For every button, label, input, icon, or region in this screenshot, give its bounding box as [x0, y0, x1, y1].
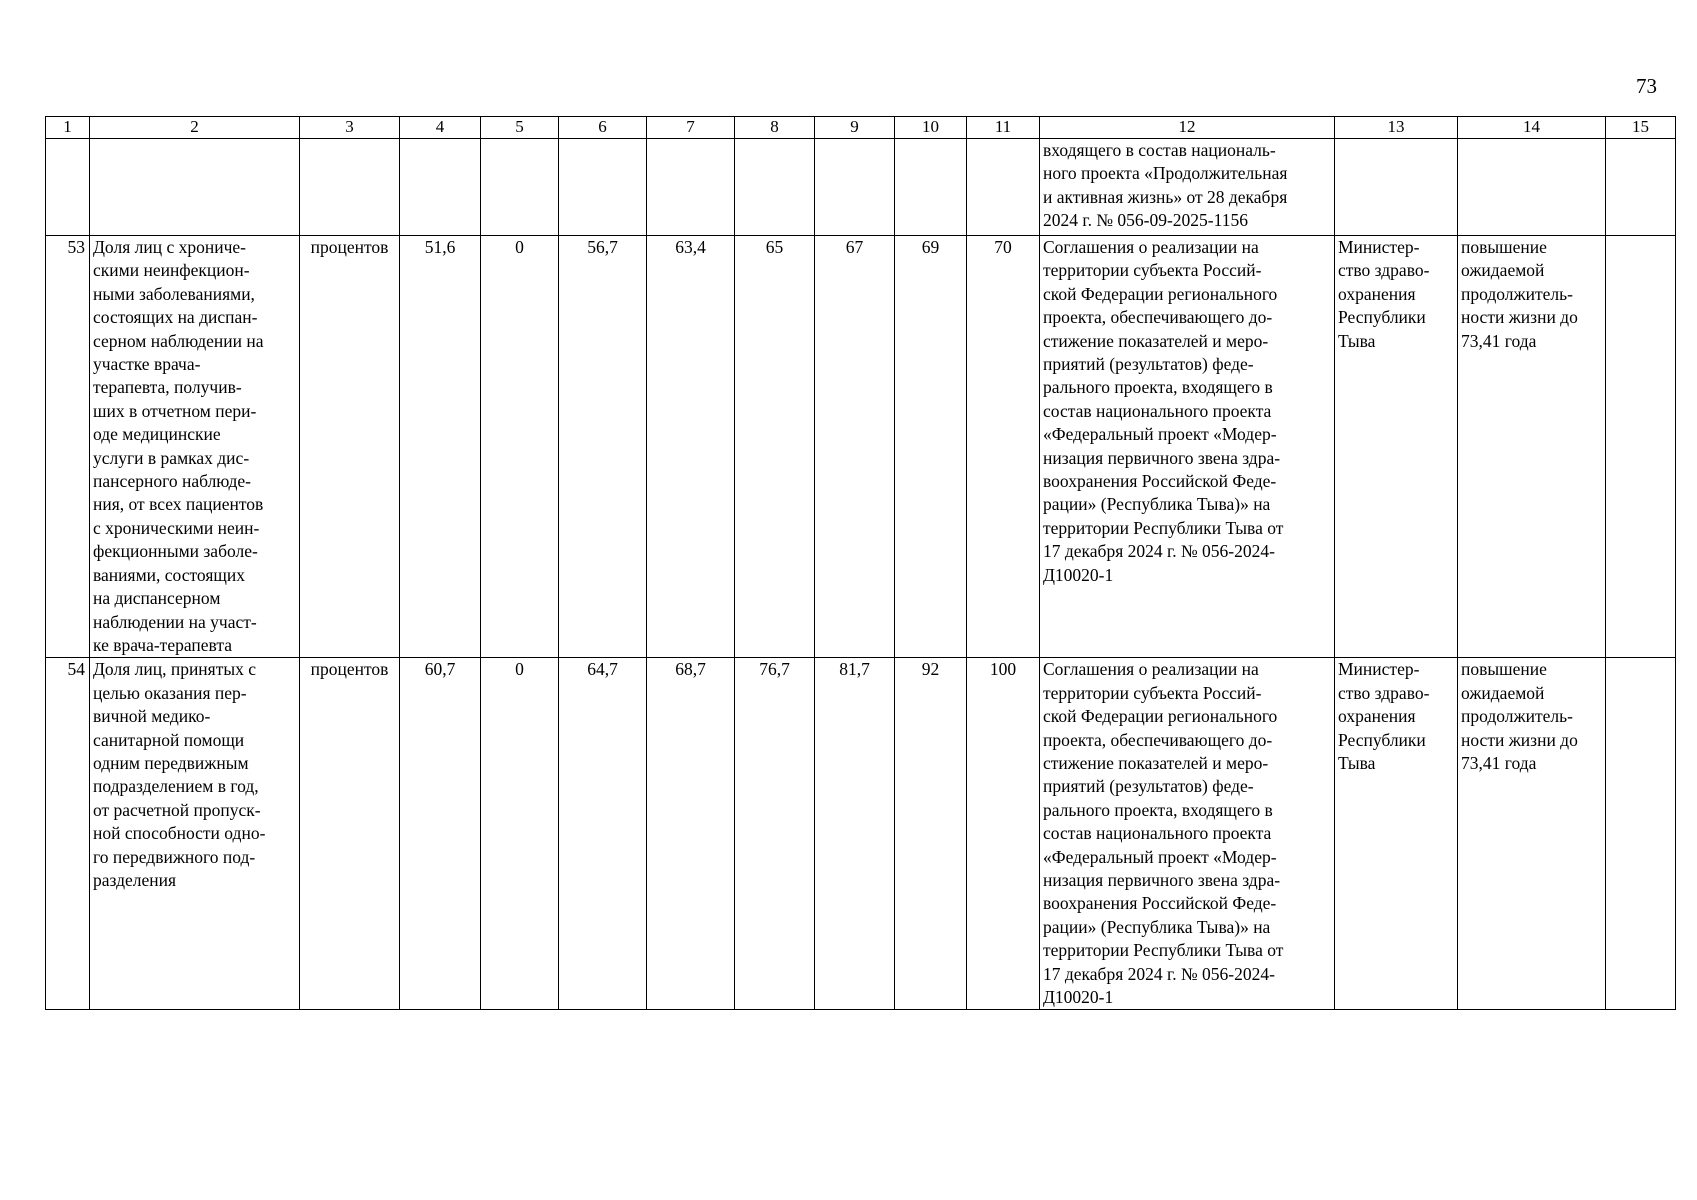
column-header: 6	[559, 117, 647, 139]
table-cell	[1606, 139, 1676, 236]
column-header: 5	[481, 117, 559, 139]
column-header: 14	[1458, 117, 1606, 139]
table-cell	[559, 139, 647, 236]
column-header: 4	[400, 117, 481, 139]
table-cell	[815, 139, 895, 236]
table-row	[46, 658, 1676, 1010]
table-cell	[90, 139, 300, 236]
value-cell: 67	[815, 236, 895, 658]
table-cell	[735, 139, 815, 236]
responsible-org-cell: Министер- ство здраво- охранения Республики Тыва	[1335, 658, 1458, 1010]
column-header: 11	[967, 117, 1040, 139]
value-cell: 63,4	[647, 236, 735, 658]
value-cell: 81,7	[815, 658, 895, 1010]
value-cell: 92	[895, 658, 967, 1010]
column-header: 13	[1335, 117, 1458, 139]
value-cell: 68,7	[647, 658, 735, 1010]
document-reference-cell: входящего в состав националь- ного проекта «Продолжительная и активная жизнь» от 28 декабря 2024 г. № 056-09-2025-1156	[1040, 139, 1335, 236]
table-cell	[481, 139, 559, 236]
column-header: 12	[1040, 117, 1335, 139]
column-header: 10	[895, 117, 967, 139]
value-cell: 64,7	[559, 658, 647, 1010]
table-row	[46, 236, 1676, 658]
value-cell: 56,7	[559, 236, 647, 658]
table-cell	[895, 139, 967, 236]
table-cell	[1606, 236, 1676, 658]
table-cell	[647, 139, 735, 236]
column-header: 3	[300, 117, 400, 139]
value-cell: 70	[967, 236, 1040, 658]
table-cell	[1335, 139, 1458, 236]
value-cell: 100	[967, 658, 1040, 1010]
page-number: 73	[1636, 74, 1657, 98]
column-header: 15	[1606, 117, 1676, 139]
column-header: 7	[647, 117, 735, 139]
value-cell: 69	[895, 236, 967, 658]
value-cell: 0	[481, 658, 559, 1010]
document-reference-cell: Соглашения о реализации на территории субъекта Россий- ской Федерации регионального проекта, обеспечивающего до- стижение показателей и меро- приятий (результатов) феде- рального проекта, входящего в состав национального проекта «Федеральный проект «Модер- низация первичного звена здра- воохранения Российской Феде- рации» (Республика Тыва)» на территории Республики Тыва от 17 декабря 2024 г. № 056-2024- Д10020-1	[1040, 236, 1335, 658]
unit-cell: процентов	[300, 658, 400, 1010]
table-cell	[967, 139, 1040, 236]
table-cell	[1606, 658, 1676, 1010]
column-header: 9	[815, 117, 895, 139]
table-cell	[1458, 139, 1606, 236]
continuation-row	[46, 139, 1676, 236]
row-number-cell: 53	[46, 236, 90, 658]
table-cell	[400, 139, 481, 236]
value-cell: 65	[735, 236, 815, 658]
value-cell: 0	[481, 236, 559, 658]
header-row	[46, 117, 1676, 139]
responsible-org-cell: Министер- ство здраво- охранения Республики Тыва	[1335, 236, 1458, 658]
value-cell: 51,6	[400, 236, 481, 658]
indicator-name-cell: Доля лиц, принятых с целью оказания пер- вичной медико- санитарной помощи одним передвижным подразделением в год, от расчетной пропуск- ной способности одно- го передвижного под- разделения	[90, 658, 300, 1010]
column-header: 2	[90, 117, 300, 139]
column-header: 8	[735, 117, 815, 139]
value-cell: 60,7	[400, 658, 481, 1010]
unit-cell: процентов	[300, 236, 400, 658]
goal-cell: повышение ожидаемой продолжитель- ности жизни до 73,41 года	[1458, 236, 1606, 658]
table-cell	[300, 139, 400, 236]
value-cell: 76,7	[735, 658, 815, 1010]
column-header: 1	[46, 117, 90, 139]
indicator-name-cell: Доля лиц с хрониче- скими неинфекцион- ными заболеваниями, состоящих на диспан- серном наблюдении на участке врача- терапевта, получив- ших в отчетном пери- оде медицинские услуги в рамках дис- пансерного наблюде- ния, от всех пациентов с хроническими неин- фекционными заболе- ваниями, состоящих на диспансерном наблюдении на участ- ке врача-терапевта	[90, 236, 300, 658]
goal-cell: повышение ожидаемой продолжитель- ности жизни до 73,41 года	[1458, 658, 1606, 1010]
indicators-table	[45, 116, 1676, 1010]
table-cell	[46, 139, 90, 236]
row-number-cell: 54	[46, 658, 90, 1010]
document-reference-cell: Соглашения о реализации на территории субъекта Россий- ской Федерации регионального проекта, обеспечивающего до- стижение показателей и меро- приятий (результатов) феде- рального проекта, входящего в состав национального проекта «Федеральный проект «Модер- низация первичного звена здра- воохранения Российской Феде- рации» (Республика Тыва)» на территории Республики Тыва от 17 декабря 2024 г. № 056-2024- Д10020-1	[1040, 658, 1335, 1010]
